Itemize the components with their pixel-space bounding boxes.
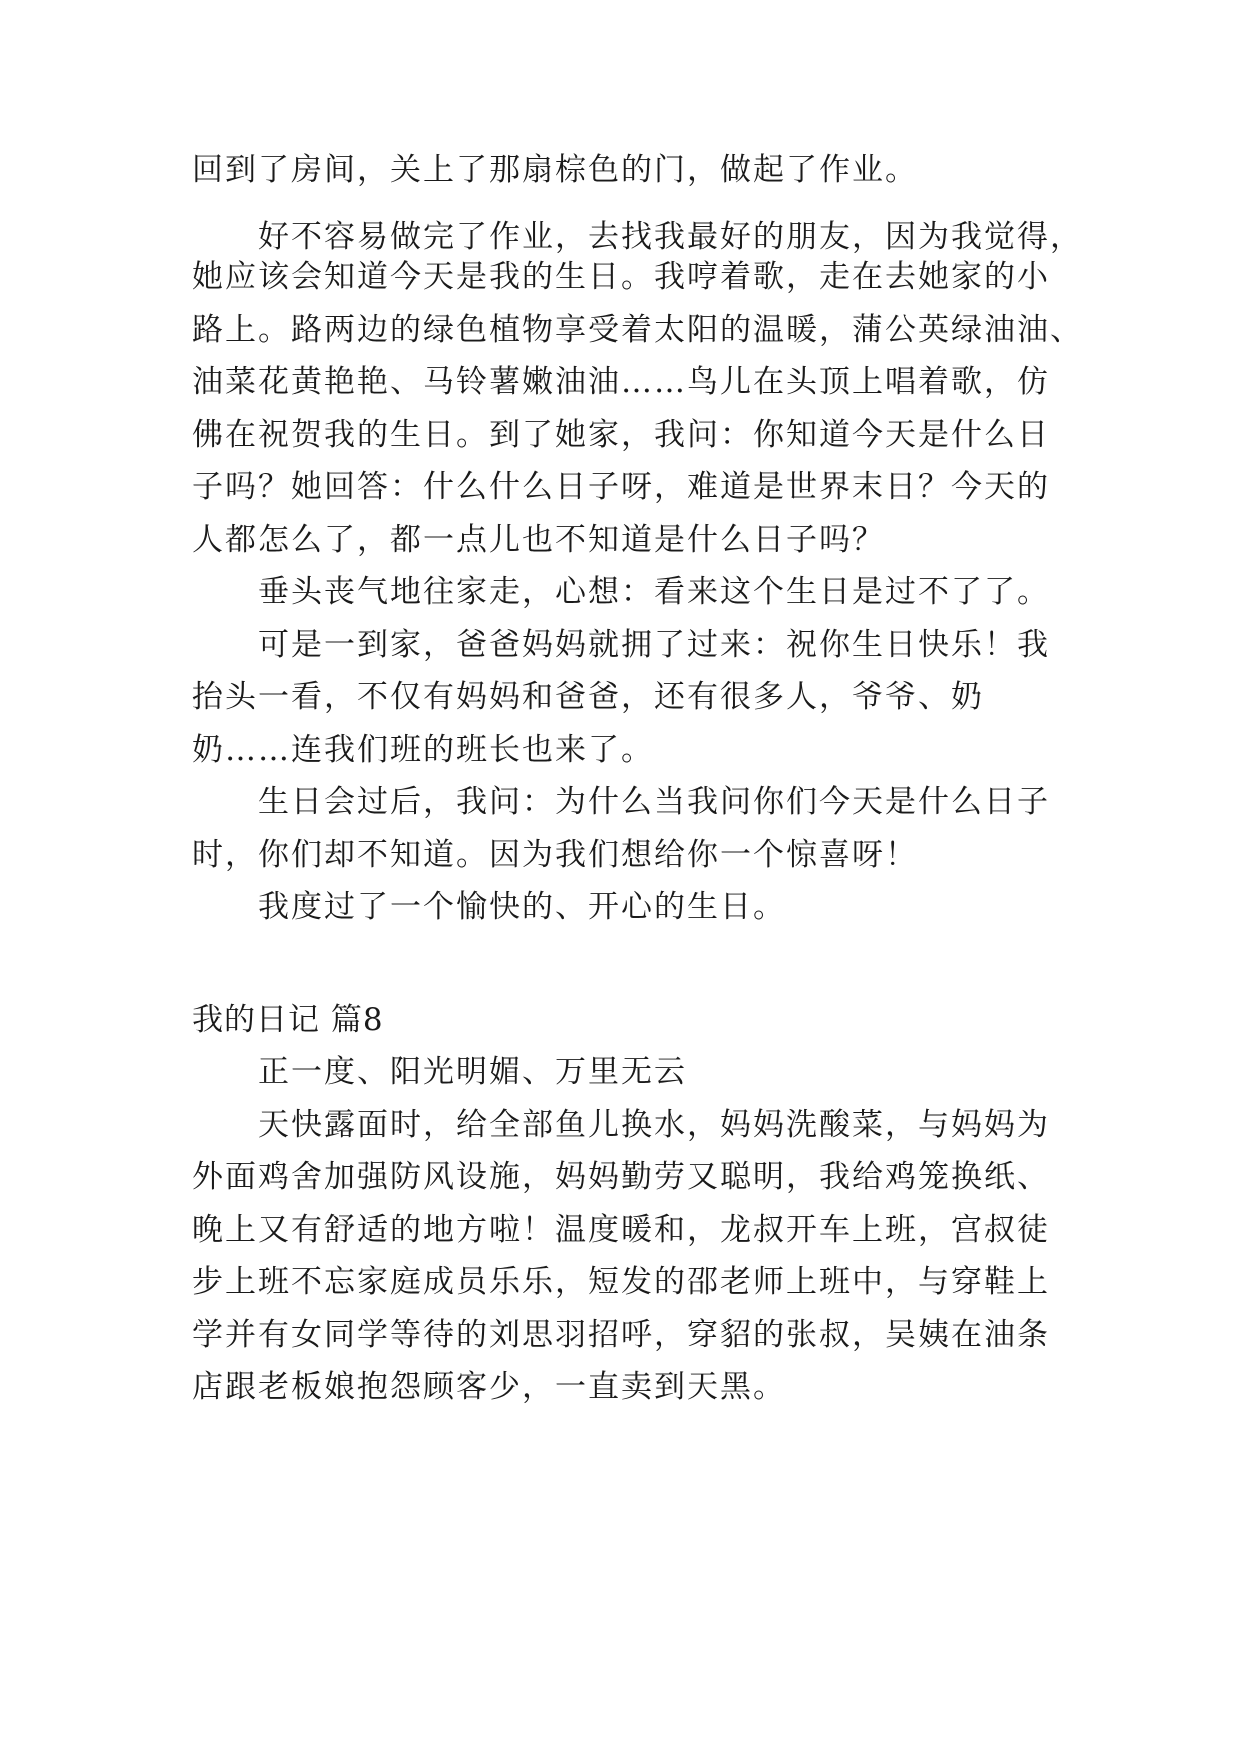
paragraph-line: 我度过了一个愉快的、开心的生日。	[258, 889, 786, 925]
paragraph-line: 可是一到家，爸爸妈妈就拥了过来：祝你生日快乐！我	[258, 627, 1050, 663]
paragraph-line: 奶……连我们班的班长也来了。	[192, 732, 654, 768]
paragraph-line: 她应该会知道今天是我的生日。我哼着歌，走在去她家的小	[192, 259, 1050, 295]
paragraph-line: 店跟老板娘抱怨顾客少，一直卖到天黑。	[192, 1369, 786, 1405]
section-heading: 我的日记 篇8	[192, 1002, 384, 1038]
paragraph-line: 回到了房间，关上了那扇棕色的门，做起了作业。	[192, 152, 918, 188]
paragraph-line: 垂头丧气地往家走，心想：看来这个生日是过不了了。	[258, 574, 1050, 610]
paragraph-line: 生日会过后，我问：为什么当我问你们今天是什么日子	[258, 784, 1050, 820]
paragraph-line: 好不容易做完了作业，去找我最好的朋友，因为我觉得，	[258, 219, 1083, 255]
paragraph-line: 佛在祝贺我的生日。到了她家，我问：你知道今天是什么日	[192, 417, 1050, 453]
paragraph-line: 天快露面时，给全部鱼儿换水，妈妈洗酸菜，与妈妈为	[258, 1107, 1050, 1143]
paragraph-line: 人都怎么了，都一点儿也不知道是什么日子吗？	[192, 522, 885, 558]
paragraph-line: 晚上又有舒适的地方啦！温度暖和，龙叔开车上班，宫叔徒	[192, 1212, 1050, 1248]
paragraph-line: 子吗？她回答：什么什么日子呀，难道是世界末日？今天的	[192, 469, 1050, 505]
paragraph-line: 油菜花黄艳艳、马铃薯嫩油油……鸟儿在头顶上唱着歌，仿	[192, 364, 1050, 400]
paragraph-line: 路上。路两边的绿色植物享受着太阳的温暖，蒲公英绿油油、	[192, 312, 1083, 348]
paragraph-line: 正一度、阳光明媚、万里无云	[258, 1054, 687, 1090]
paragraph-line: 时，你们却不知道。因为我们想给你一个惊喜呀！	[192, 837, 918, 873]
paragraph-line: 步上班不忘家庭成员乐乐，短发的邵老师上班中，与穿鞋上	[192, 1264, 1050, 1300]
paragraph-line: 学并有女同学等待的刘思羽招呼，穿貂的张叔，吴姨在油条	[192, 1317, 1050, 1353]
paragraph-line: 抬头一看，不仅有妈妈和爸爸，还有很多人，爷爷、奶	[192, 679, 984, 715]
paragraph-line: 外面鸡舍加强防风设施，妈妈勤劳又聪明，我给鸡笼换纸、	[192, 1159, 1050, 1195]
